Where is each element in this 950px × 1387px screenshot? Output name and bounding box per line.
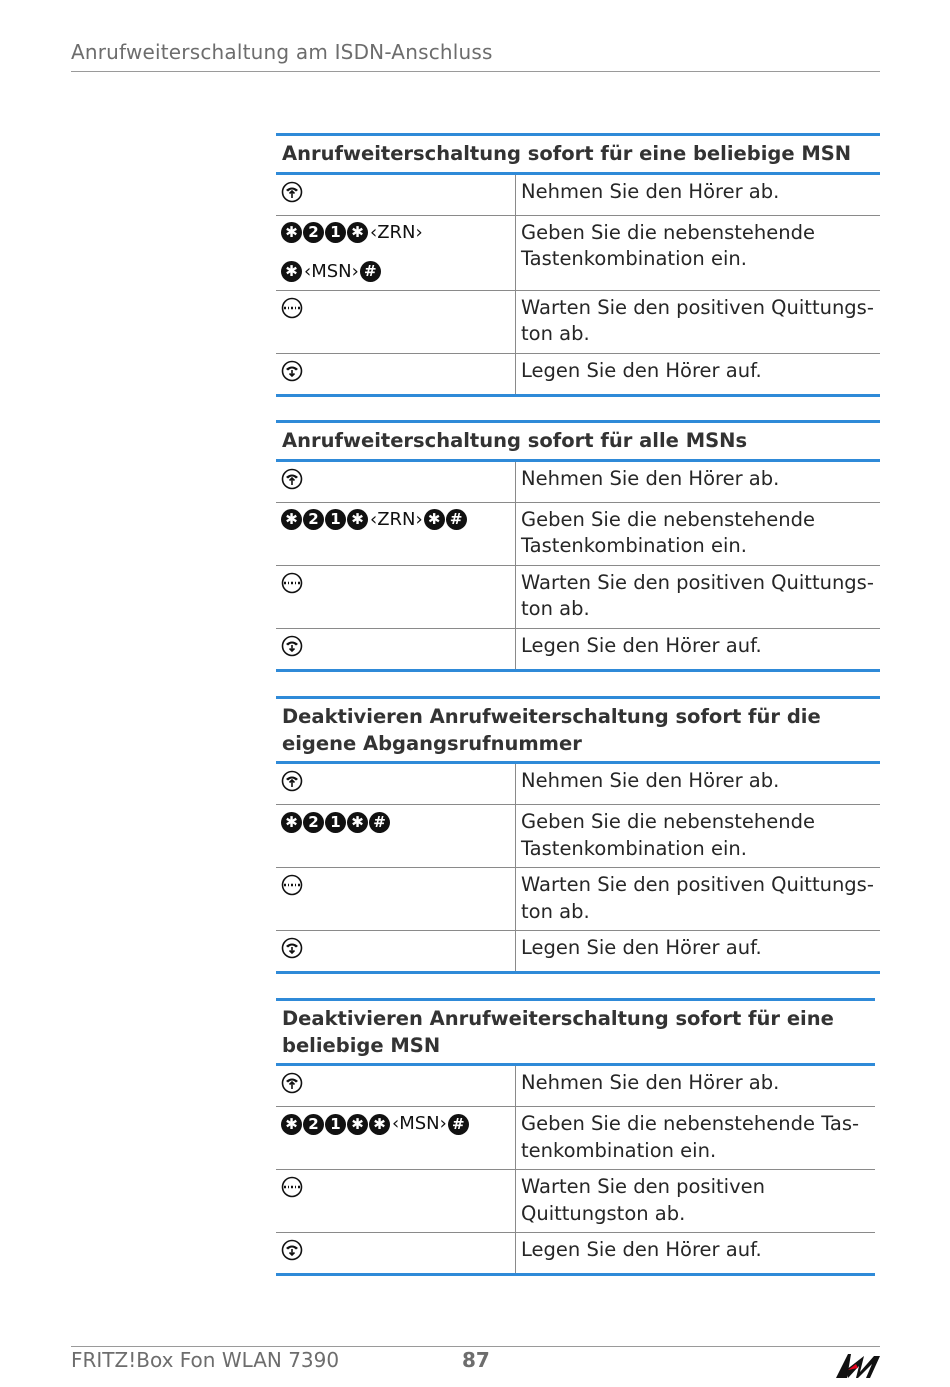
key-sequence bbox=[281, 259, 511, 285]
key-cell bbox=[276, 566, 516, 628]
avm-logo bbox=[834, 1350, 882, 1380]
page-number: 87 bbox=[462, 1348, 490, 1372]
step-description: Legen Sie den Hörer auf. bbox=[521, 358, 762, 382]
key-sequence bbox=[281, 220, 511, 246]
step-description: Warten Sie den positiven Quittungston ab. bbox=[521, 873, 874, 923]
table-title: Deaktivieren Anrufweiterschaltung sofort für die eigene Abgangsrufnummer bbox=[276, 696, 880, 764]
table-row bbox=[276, 291, 880, 354]
step-description: Nehmen Sie den Hörer ab. bbox=[521, 466, 780, 490]
phone-onhook-icon bbox=[281, 360, 303, 382]
footer-divider bbox=[71, 1346, 880, 1347]
phone-onhook-icon bbox=[281, 1239, 303, 1261]
key-cell bbox=[276, 805, 516, 867]
key-cell bbox=[276, 1170, 516, 1232]
digit-1-key-icon: 1 bbox=[325, 812, 346, 833]
table-row bbox=[276, 931, 880, 974]
key-sequence bbox=[281, 507, 511, 533]
key-sequence bbox=[281, 1111, 511, 1137]
star-key-icon: ✱ bbox=[369, 1114, 390, 1135]
key-placeholder-msn: ‹MSN› bbox=[392, 1113, 447, 1134]
digit-2-key-icon: 2 bbox=[303, 222, 324, 243]
step-description: Legen Sie den Hörer auf. bbox=[521, 936, 762, 959]
step-description: Nehmen Sie den Hörer ab. bbox=[521, 179, 780, 203]
star-key-icon: ✱ bbox=[281, 509, 302, 530]
digit-2-key-icon: 2 bbox=[303, 1114, 324, 1135]
step-description: Geben Sie die nebenstehende Tastenkombination ein. bbox=[521, 810, 816, 860]
star-key-icon: ✱ bbox=[281, 1114, 302, 1135]
key-cell bbox=[276, 462, 516, 502]
step-description: Geben Sie die nebenstehende Tastenkombination ein. bbox=[521, 220, 816, 270]
step-description: Warten Sie den positiven Quittungston ab. bbox=[521, 570, 874, 620]
table-row bbox=[276, 1107, 875, 1170]
star-key-icon: ✱ bbox=[347, 222, 368, 243]
step-description: Geben Sie die nebenstehende Tastenkombination ein. bbox=[521, 507, 816, 557]
digit-2-key-icon: 2 bbox=[303, 812, 324, 833]
table-row bbox=[276, 764, 880, 805]
phone-offhook-icon bbox=[281, 770, 303, 792]
table-title: Deaktivieren Anrufweiterschaltung sofort für eine beliebige MSN bbox=[276, 998, 875, 1066]
running-header: Anrufweiterschaltung am ISDN-Anschluss bbox=[71, 40, 880, 72]
key-cell bbox=[276, 354, 516, 394]
phone-offhook-icon bbox=[281, 1072, 303, 1094]
table-row bbox=[276, 1233, 875, 1276]
step-description: Warten Sie den positiven Quittungston ab. bbox=[521, 295, 874, 345]
hash-key-icon: # bbox=[448, 1114, 469, 1135]
footer-product-name: FRITZ!Box Fon WLAN 7390 bbox=[71, 1348, 340, 1372]
digit-2-key-icon: 2 bbox=[303, 509, 324, 530]
hash-key-icon: # bbox=[446, 509, 467, 530]
table-row bbox=[276, 462, 880, 503]
star-key-icon: ✱ bbox=[281, 261, 302, 282]
key-cell bbox=[276, 1233, 516, 1273]
step-description: Nehmen Sie den Hörer ab. bbox=[521, 1071, 780, 1094]
table-row bbox=[276, 354, 880, 397]
phone-onhook-icon bbox=[281, 635, 303, 657]
key-placeholder-zrn: ‹ZRN› bbox=[370, 221, 423, 243]
table-title: Anrufweiterschaltung sofort für eine beliebige MSN bbox=[276, 133, 880, 175]
key-cell bbox=[276, 1066, 516, 1106]
key-placeholder-msn: ‹MSN› bbox=[304, 260, 359, 282]
table-row bbox=[276, 629, 880, 672]
table-row bbox=[276, 1066, 875, 1107]
star-key-icon: ✱ bbox=[424, 509, 445, 530]
table-title: Anrufweiterschaltung sofort für alle MSNs bbox=[276, 420, 880, 462]
star-key-icon: ✱ bbox=[347, 1114, 368, 1135]
star-key-icon: ✱ bbox=[281, 812, 302, 833]
table-row bbox=[276, 503, 880, 566]
table-row bbox=[276, 216, 880, 291]
table-row bbox=[276, 1170, 875, 1233]
key-cell bbox=[276, 868, 516, 930]
instruction-table-3 bbox=[276, 696, 880, 974]
tone-icon bbox=[281, 1176, 303, 1198]
phone-offhook-icon bbox=[281, 468, 303, 490]
digit-1-key-icon: 1 bbox=[325, 222, 346, 243]
key-cell bbox=[276, 764, 516, 804]
step-description: Geben Sie die nebenstehende Tastenkombination ein. bbox=[521, 1112, 860, 1162]
digit-1-key-icon: 1 bbox=[325, 1114, 346, 1135]
digit-1-key-icon: 1 bbox=[325, 509, 346, 530]
tone-icon bbox=[281, 297, 303, 319]
phone-onhook-icon bbox=[281, 937, 303, 959]
table-row bbox=[276, 175, 880, 216]
instruction-table-1 bbox=[276, 133, 880, 397]
step-description: Legen Sie den Hörer auf. bbox=[521, 1238, 762, 1261]
star-key-icon: ✱ bbox=[347, 812, 368, 833]
key-sequence bbox=[281, 809, 511, 835]
instruction-table-2 bbox=[276, 420, 880, 672]
tone-icon bbox=[281, 874, 303, 896]
key-cell bbox=[276, 503, 516, 565]
hash-key-icon: # bbox=[369, 812, 390, 833]
key-cell bbox=[276, 216, 516, 290]
star-key-icon: ✱ bbox=[347, 509, 368, 530]
table-row bbox=[276, 805, 880, 868]
key-cell bbox=[276, 175, 516, 215]
key-cell bbox=[276, 629, 516, 669]
key-cell bbox=[276, 931, 516, 971]
table-row bbox=[276, 566, 880, 629]
step-description: Warten Sie den positiven Quittungston ab. bbox=[521, 1175, 765, 1225]
key-cell bbox=[276, 291, 516, 353]
step-description: Legen Sie den Hörer auf. bbox=[521, 633, 762, 657]
phone-offhook-icon bbox=[281, 181, 303, 203]
instruction-table-4 bbox=[276, 998, 875, 1276]
table-row bbox=[276, 868, 880, 931]
hash-key-icon: # bbox=[360, 261, 381, 282]
star-key-icon: ✱ bbox=[281, 222, 302, 243]
key-cell bbox=[276, 1107, 516, 1169]
key-placeholder-zrn: ‹ZRN› bbox=[370, 508, 423, 530]
tone-icon bbox=[281, 572, 303, 594]
step-description: Nehmen Sie den Hörer ab. bbox=[521, 769, 780, 792]
